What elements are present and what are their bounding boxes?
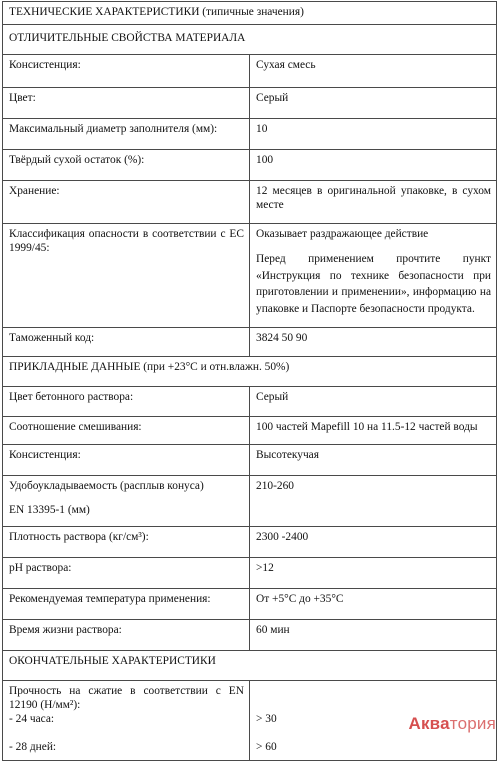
row-value: >12: [250, 558, 497, 589]
table-row: [3, 476, 497, 527]
row-label: Твёрдый сухой остаток (%):: [3, 150, 250, 181]
compressive-28d-value: > 60: [256, 741, 277, 753]
watermark-rest: тория: [449, 714, 496, 733]
table-row: [3, 328, 497, 357]
table-row: [3, 224, 497, 328]
workability-standard: EN 13395-1 (мм): [9, 504, 90, 516]
table-row: [3, 527, 497, 558]
table-row: [3, 150, 497, 181]
table-row: [3, 181, 497, 224]
row-value: От +5°C до +35°C: [250, 589, 497, 620]
table-row: [3, 387, 497, 417]
tech-spec-table: [2, 1, 497, 761]
section-heading-final: ОКОНЧАТЕЛЬНЫЕ ХАРАКТЕРИСТИКИ: [3, 651, 497, 681]
table-row: [3, 119, 497, 150]
workability-label: Удобоукладываемость (расплыв конуса): [9, 480, 204, 492]
section-row-applied: [3, 357, 497, 387]
table-row: [3, 88, 497, 119]
row-value: Сухая смесь: [250, 55, 497, 88]
row-label: Соотношение смешивания:: [3, 417, 250, 445]
row-label: [3, 476, 250, 527]
row-value: Серый: [250, 387, 497, 417]
row-value: 3824 50 90: [250, 328, 497, 357]
row-value: 100: [250, 150, 497, 181]
row-label: pH раствора:: [3, 558, 250, 589]
compressive-24h-value: > 30: [256, 713, 277, 725]
row-value: Серый: [250, 88, 497, 119]
row-label: [3, 681, 250, 761]
row-value: 60 мин: [250, 620, 497, 651]
row-value: 12 месяцев в оригинальной упаковке, в сухом месте: [250, 181, 497, 224]
table-row: [3, 417, 497, 445]
row-value: [250, 224, 497, 328]
table-title-row: [3, 2, 497, 25]
compressive-24h: - 24 часа:: [9, 713, 55, 725]
row-label: Консистенция:: [3, 445, 250, 476]
row-value: 210-260: [250, 476, 497, 527]
table-row: [3, 558, 497, 589]
section-heading-applied: ПРИКЛАДНЫЕ ДАННЫЕ (при +23°C и отн.влажн. 50%): [3, 357, 497, 387]
row-label: Консистенция:: [3, 55, 250, 88]
row-label: Рекомендуемая температура применения:: [3, 589, 250, 620]
watermark-logo: [409, 714, 497, 734]
row-value: Высотекучая: [250, 445, 497, 476]
section-row-material: [3, 25, 497, 55]
hazard-value-note: Перед применением прочтите пункт «Инструкция по технике безопасности при приготовлении и применении», информацию на упаковке и Паспорте безопасности продукта.: [256, 253, 491, 315]
row-label: Время жизни раствора:: [3, 620, 250, 651]
row-value: 10: [250, 119, 497, 150]
row-label: Плотность раствора (кг/см³):: [3, 527, 250, 558]
section-row-final: [3, 651, 497, 681]
row-label: Классификация опасности в соответствии с EC 1999/45:: [3, 224, 250, 328]
hazard-value-primary: Оказывает раздражающее действие: [256, 228, 429, 240]
row-label: Хранение:: [3, 181, 250, 224]
table-row: [3, 620, 497, 651]
row-label: Цвет бетонного раствора:: [3, 387, 250, 417]
section-heading-material: ОТЛИЧИТЕЛЬНЫЕ СВОЙСТВА МАТЕРИАЛА: [3, 25, 497, 55]
table-row: [3, 445, 497, 476]
table-title: ТЕХНИЧЕСКИЕ ХАРАКТЕРИСТИКИ (типичные значения): [3, 2, 497, 25]
row-label: Цвет:: [3, 88, 250, 119]
row-value: 100 частей Mapefill 10 на 11.5-12 частей воды: [250, 417, 497, 445]
table-row: [3, 55, 497, 88]
compressive-28d: - 28 дней:: [9, 741, 57, 753]
table-row: [3, 589, 497, 620]
row-label: Максимальный диаметр заполнителя (мм):: [3, 119, 250, 150]
row-value: 2300 -2400: [250, 527, 497, 558]
compressive-label: Прочность на сжатие в соответствии с EN 12190 (Н/мм²):: [9, 685, 244, 711]
watermark-bold: Аква: [408, 714, 450, 733]
row-label: Таможенный код:: [3, 328, 250, 357]
